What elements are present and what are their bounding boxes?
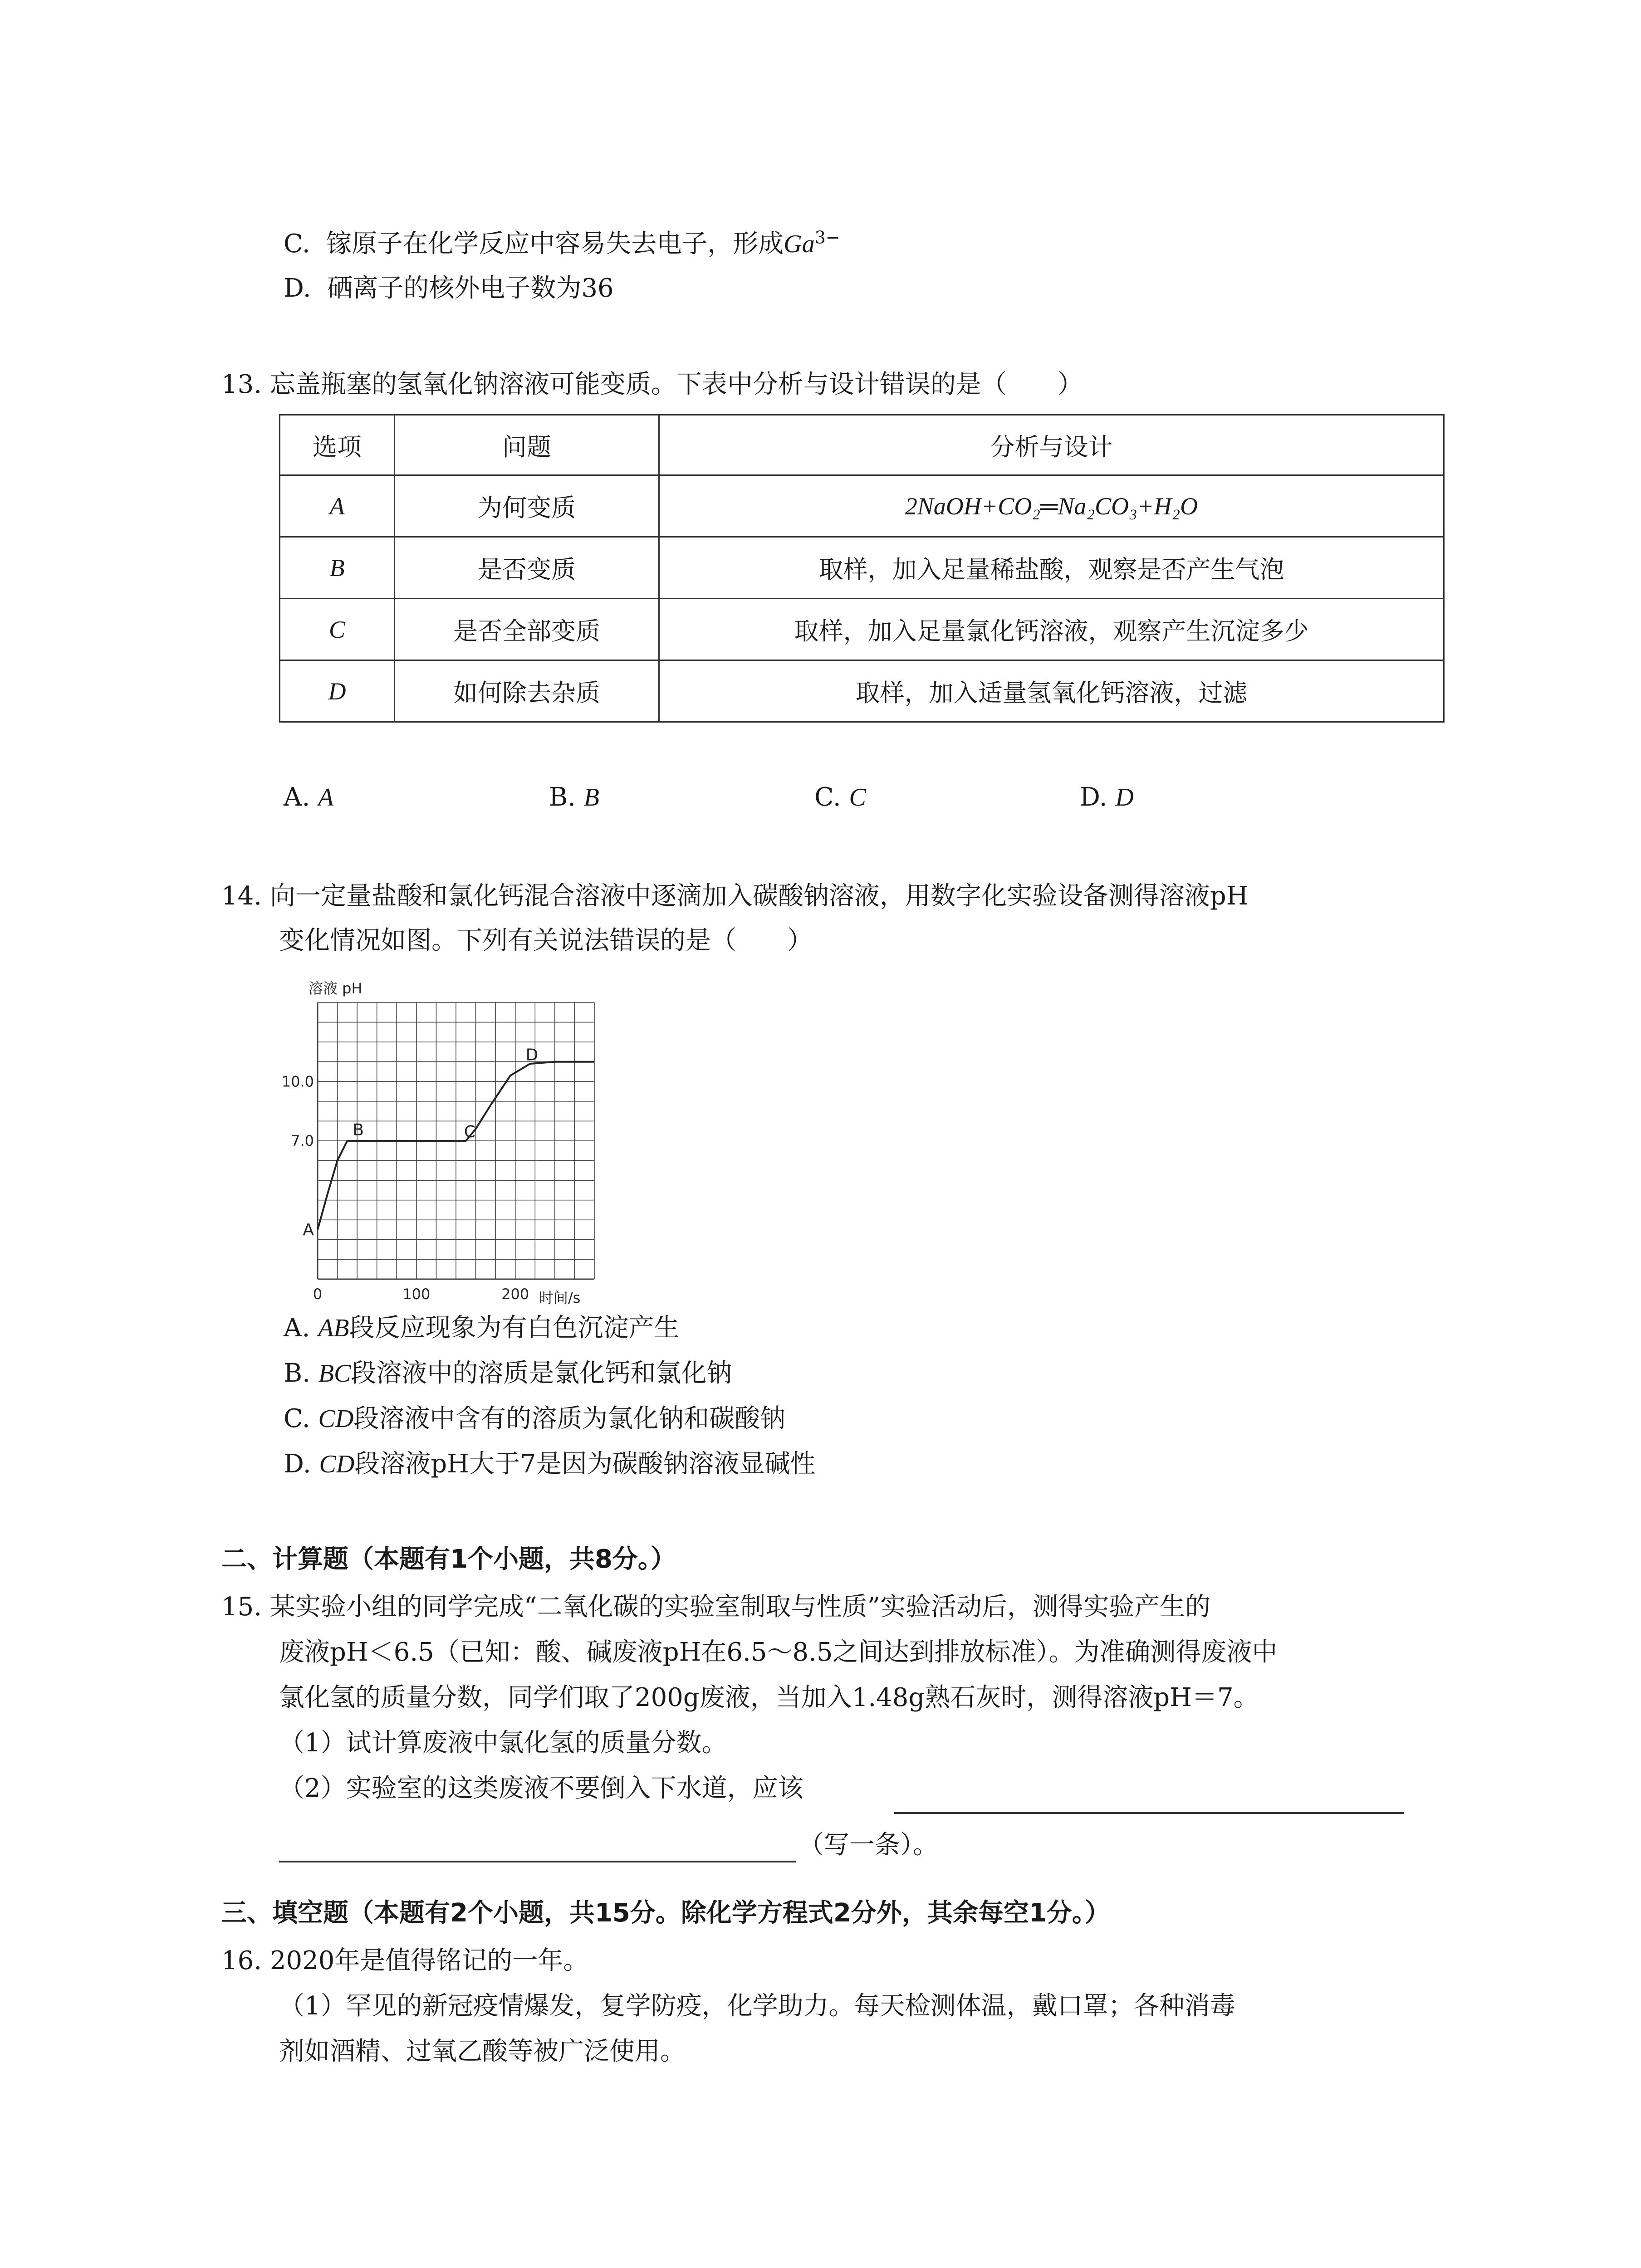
table-cell: C xyxy=(280,599,395,660)
table-cell: 取样，加入足量氯化钙溶液，观察产生沉淀多少 xyxy=(659,599,1444,660)
chart-axis-labels xyxy=(282,980,581,1306)
table-header: 分析与设计 xyxy=(659,415,1444,475)
table-cell: 取样，加入足量稀盐酸，观察是否产生气泡 xyxy=(659,537,1444,599)
answer-blank[interactable] xyxy=(279,1861,796,1862)
point-label: A xyxy=(303,1221,314,1240)
point-label: C xyxy=(464,1123,475,1141)
table-cell: 是否变质 xyxy=(395,537,659,599)
table-row xyxy=(280,599,1444,660)
q16-line3: 剂如酒精、过氧乙酸等被广泛使用。 xyxy=(279,2037,686,2066)
table-header-row xyxy=(280,415,1444,475)
x-axis-label: 时间/s xyxy=(539,1289,581,1306)
table-row xyxy=(280,475,1444,537)
table-header: 选项 xyxy=(280,415,395,475)
q13-table xyxy=(279,414,1445,723)
y-tick-label: 10.0 xyxy=(281,1073,314,1090)
q15-part2-tail: （写一条）。 xyxy=(798,1830,938,1860)
section-3-title: 三、填空题（本题有2个小题，共15分。除化学方程式2分外，其余每空1分。） xyxy=(221,1898,1110,1928)
table-row xyxy=(280,537,1444,599)
q16-line1: 16. 2020年是值得铭记的一年。 xyxy=(221,1946,589,1975)
chart-point-labels xyxy=(303,1046,538,1239)
q14-option-a: A. AB段反应现象为有白色沉淀产生 xyxy=(284,1313,680,1343)
q12-option-d: D. 硒离子的核外电子数为36 xyxy=(284,274,614,303)
table-cell: 是否全部变质 xyxy=(395,599,659,660)
x-tick-label: 0 xyxy=(313,1286,323,1303)
q14-option-d: D. CD段溶液pH大于7是因为碳酸钠溶液显碱性 xyxy=(284,1449,816,1479)
table-cell: A xyxy=(280,475,395,537)
q16-line2: （1）罕见的新冠疫情爆发，复学防疫，化学助力。每天检测体温，戴口罩；各种消毒 xyxy=(279,1991,1235,2021)
q13-choice-b: B. B xyxy=(549,782,599,812)
q15-line2: 废液pH＜6.5（已知：酸、碱废液pH在6.5～8.5之间达到排放标准）。为准确测得废液中 xyxy=(279,1637,1278,1667)
q15-part1: （1）试计算废液中氯化氢的质量分数。 xyxy=(279,1728,727,1758)
q15-line3: 氯化氢的质量分数，同学们取了200g废液，当加入1.48g熟石灰时，测得溶液pH＝7。 xyxy=(279,1683,1259,1712)
q13-choice-c: C. C xyxy=(814,782,866,812)
q14-stem-line2: 变化情况如图。下列有关说法错误的是（ ） xyxy=(279,926,813,955)
point-label: D xyxy=(525,1046,539,1065)
q13-stem: 13. 忘盖瓶塞的氢氧化钠溶液可能变质。下表中分析与设计错误的是（ ） xyxy=(221,370,1083,399)
table-cell: D xyxy=(280,660,395,722)
answer-blank[interactable] xyxy=(894,1812,1404,1814)
q12-option-c: C. 镓原子在化学反应中容易失去电子，形成$Ga^{3-}$ xyxy=(284,227,840,259)
table-header: 问题 xyxy=(395,415,659,475)
y-tick-label: 7.0 xyxy=(291,1132,314,1149)
q14-stem-line1: 14. 向一定量盐酸和氯化钙混合溶液中逐滴加入碳酸钠溶液，用数字化实验设备测得溶液pH xyxy=(221,881,1249,911)
table-row xyxy=(280,660,1444,722)
x-tick-label: 100 xyxy=(402,1286,431,1303)
q14-option-b: B. BC段溶液中的溶质是氯化钙和氯化钠 xyxy=(284,1359,732,1388)
q13-choice-d: D. D xyxy=(1080,782,1134,812)
y-axis-label: 溶液 pH xyxy=(309,980,362,997)
q13-choice-a: A. A xyxy=(284,782,334,812)
ph-chart xyxy=(268,971,622,1325)
section-2-title: 二、计算题（本题有1个小题，共8分。） xyxy=(221,1545,676,1574)
table-cell: B xyxy=(280,537,395,599)
table-cell: 如何除去杂质 xyxy=(395,660,659,722)
table-cell: 2NaOH+CO₂═Na₂CO₃+H₂O xyxy=(659,475,1444,537)
x-tick-label: 200 xyxy=(501,1286,529,1303)
table-cell: 为何变质 xyxy=(395,475,659,537)
table-cell: 取样，加入适量氢氧化钙溶液，过滤 xyxy=(659,660,1444,722)
q14-option-c: C. CD段溶液中含有的溶质为氯化钠和碳酸钠 xyxy=(284,1404,786,1433)
q15-line1: 15. 某实验小组的同学完成“二氧化碳的实验室制取与性质”实验活动后，测得实验产生的 xyxy=(221,1592,1211,1622)
q15-part2: （2）实验室的这类废液不要倒入下水道，应该 xyxy=(279,1774,803,1803)
point-label: B xyxy=(353,1121,364,1139)
